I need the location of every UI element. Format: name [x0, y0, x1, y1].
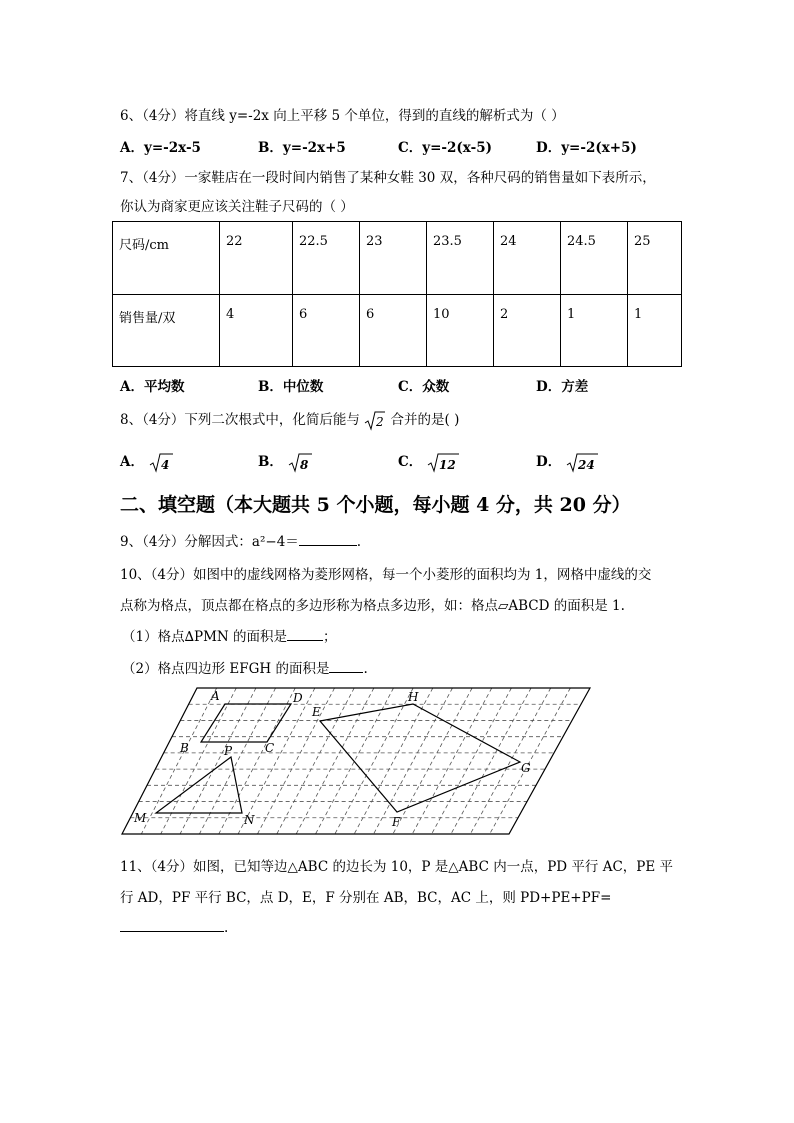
q7-option-a: A．平均数 — [120, 379, 185, 395]
table-cell: 23.5 — [427, 222, 494, 295]
q10-sub2-text: （2）格点四边形 EFGH 的面积是 — [122, 661, 330, 677]
q11-line2: 行 AD，PF 平行 BC，点 D，E，F 分别在 AB，BC，AC 上，则 PD+PE+PF= — [120, 890, 612, 906]
q10-sub2-end: . — [363, 661, 368, 677]
q8-stem-post: 合并的是( ) — [390, 412, 460, 428]
grid-line — [141, 688, 216, 834]
grid-line — [219, 688, 296, 834]
q7-stem-line2: 你认为商家更应该关注鞋子尺码的（ ） — [120, 199, 354, 215]
label-d: D — [293, 691, 303, 705]
label-n: N — [244, 813, 255, 827]
table-cell: 24 — [494, 222, 561, 295]
q10-sub1-text: （1）格点∆PMN 的面积是 — [122, 629, 288, 645]
q7-option-d: D．方差 — [536, 379, 589, 395]
q6-option-c: C．y=-2(x-5) — [398, 140, 492, 156]
sqrt-radicand: 2 — [376, 414, 384, 429]
table-cell: 6 — [360, 294, 427, 367]
table-cell: 4 — [220, 294, 293, 367]
label-b: B — [180, 741, 189, 755]
option-letter: A． — [120, 454, 144, 470]
q6-option-d: D．y=-2(x+5) — [536, 140, 637, 156]
option-letter: D． — [536, 454, 562, 470]
option-letter: C． — [398, 454, 423, 470]
table-cell: 22 — [220, 222, 293, 295]
label-p: P — [224, 744, 233, 758]
q10-line1: 10、（4分）如图中的虚线网格为菱形网格，每一个小菱形的面积均为 1，网格中虚线的交 — [120, 567, 652, 583]
table-cell: 1 — [561, 294, 628, 367]
table-cell: 6 — [293, 294, 360, 367]
q9-text: 9、（4分）分解因式：a²−4＝ — [120, 534, 299, 550]
q11-answer — [120, 917, 228, 936]
table-cell: 1 — [628, 294, 682, 367]
grid-line — [374, 688, 453, 834]
grid-line — [335, 688, 413, 834]
grid-line — [257, 688, 334, 834]
grid-line — [432, 688, 512, 834]
label-a: A — [211, 689, 220, 703]
sqrt-radicand: 24 — [577, 457, 595, 472]
sqrt-radicand: 12 — [438, 457, 456, 472]
grid-lines — [130, 688, 581, 834]
sqrt-radicand: 4 — [160, 457, 170, 472]
table-cell: 尺码/cm — [113, 222, 220, 295]
label-e: E — [312, 705, 321, 719]
label-h: H — [408, 690, 419, 704]
option-letter: B． — [258, 454, 283, 470]
grid-line — [393, 688, 472, 834]
table-cell: 2 — [494, 294, 561, 367]
q6-option-b: B．y=-2x+5 — [258, 140, 346, 156]
table-cell: 10 — [427, 294, 494, 367]
answer-blank — [120, 917, 224, 932]
label-f: F — [392, 815, 401, 829]
grid-line — [354, 688, 433, 834]
q10-line2: 点称为格点，顶点都在格点的多边形称为格点多边形，如：格点▱ABCD 的面积是 1. — [120, 598, 625, 614]
table-cell: 22.5 — [293, 222, 360, 295]
grid-line — [199, 688, 275, 834]
q10-sub1-end: ； — [323, 629, 337, 645]
q11-end: . — [224, 920, 229, 936]
grid-border — [122, 688, 590, 834]
q8-stem-pre: 8、（4分）下列二次根式中，化简后能与 — [120, 412, 360, 428]
label-c: C — [265, 741, 275, 755]
q6-stem: 6、（4分）将直线 y=-2x 向上平移 5 个单位，得到的直线的解析式为（ ） — [120, 108, 565, 124]
q7-option-b: B．中位数 — [258, 379, 324, 395]
q6-option-a: A．y=-2x-5 — [120, 140, 201, 156]
section-heading: 二、填空题（本大题共 5 个小题，每小题 4 分，共 20 分） — [120, 494, 631, 516]
q7-option-c: C．众数 — [398, 379, 450, 395]
grid-line — [470, 688, 550, 834]
table-cell: 24.5 — [561, 222, 628, 295]
label-g: G — [521, 761, 531, 775]
table-cell: 销售量/双 — [113, 294, 220, 367]
table-cell: 25 — [628, 222, 682, 295]
label-m: M — [134, 811, 147, 825]
table-cell: 23 — [360, 222, 427, 295]
q9-end: . — [356, 534, 362, 550]
grid-line — [296, 688, 374, 834]
q11-line1: 11、（4分）如图，已知等边△ABC 的边长为 10，P 是△ABC 内一点，PD 平行 AC，PE 平 — [120, 859, 674, 875]
q7-stem-line1: 7、（4分）一家鞋店在一段时间内销售了某种女鞋 30 双，各种尺码的销售量如下表所示， — [120, 170, 656, 186]
sqrt-radicand: 8 — [299, 457, 308, 472]
